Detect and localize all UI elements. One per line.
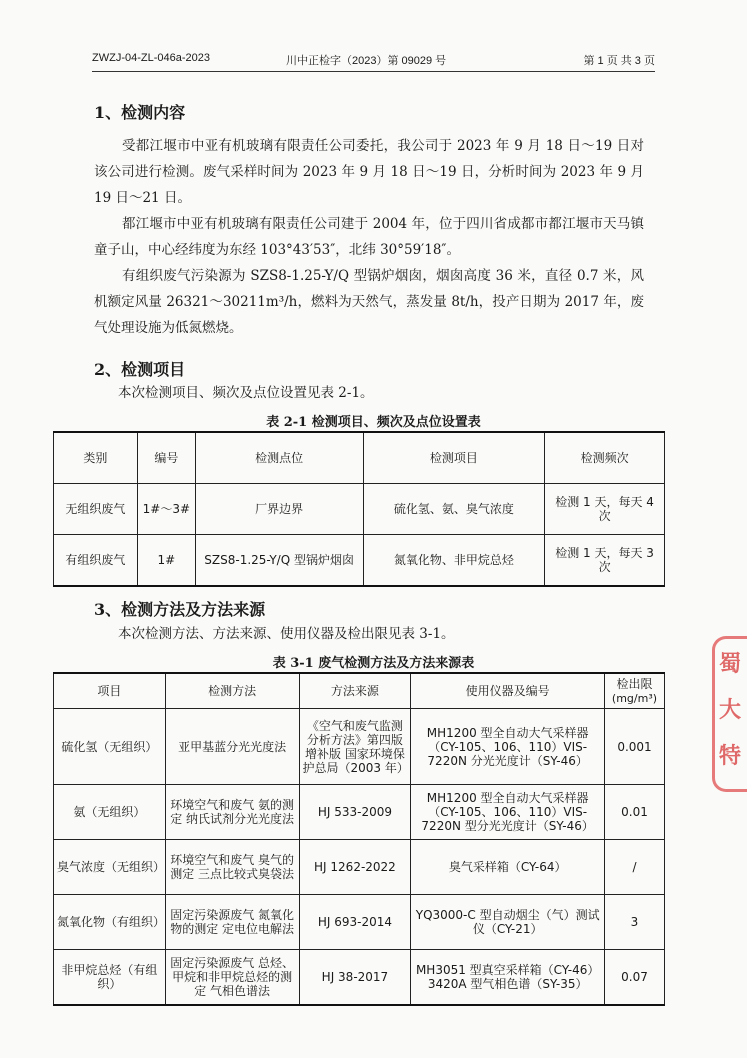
cell-method: 固定污染源废气 氮氧化物的测定 定电位电解法 — [165, 895, 299, 950]
table-3-1 — [53, 672, 665, 1006]
header-instrument: 使用仪器及编号 — [411, 673, 605, 709]
table-row — [54, 535, 665, 587]
section1-title: 1、检测内容 — [94, 103, 186, 122]
cell-item: 臭气浓度（无组织） — [54, 840, 166, 895]
cell-source: HJ 38-2017 — [299, 950, 411, 1005]
table-3-1-caption: 表 3-1 废气检测方法及方法来源表 — [272, 656, 475, 671]
cell-method: 环境空气和废气 臭气的测定 三点比较式臭袋法 — [165, 840, 299, 895]
table-row — [54, 785, 665, 840]
cell: 有组织废气 — [54, 535, 138, 587]
table-row — [54, 484, 665, 535]
cell-method: 固定污染源废气 总烃、甲烷和非甲烷总烃的测定 气相色谱法 — [165, 950, 299, 1005]
cell-instrument: MH1200 型全自动大气采样器（CY-105、106、110）VIS-7220N 型分光光度计（SY-46） — [411, 785, 605, 840]
table-row — [54, 709, 665, 785]
section3-intro: 本次检测方法、方法来源、使用仪器及检出限见表 3-1。 — [118, 626, 455, 642]
table-2-1 — [53, 431, 665, 587]
cell-source: HJ 693-2014 — [299, 895, 411, 950]
header-category: 类别 — [54, 432, 138, 484]
cell: 检测 1 天，每天 3 次 — [545, 535, 665, 587]
cell-limit: 0.001 — [604, 709, 664, 785]
cell-item: 非甲烷总烃（有组织） — [54, 950, 166, 1005]
section1-paragraph-1: 受都江堰市中亚有机玻璃有限责任公司委托，我公司于 2023 年 9 月 18 日～19 日对该公司进行检测。废气采样时间为 2023 年 9 月 18 日～19 日，分析时间为 2023 年 9 月 19 日～21 日。 — [94, 138, 644, 206]
cell-source: 《空气和废气监测分析方法》第四版增补版 国家环境保护总局（2003 年） — [299, 709, 411, 785]
cell: 硫化氢、氨、臭气浓度 — [363, 484, 545, 535]
cell: 无组织废气 — [54, 484, 138, 535]
report-number: 川中正检字（2023）第 09029 号 — [286, 55, 447, 67]
red-seal-stamp — [712, 636, 747, 792]
cell-method: 环境空气和废气 氨的测定 纳氏试剂分光光度法 — [165, 785, 299, 840]
cell-instrument: MH3051 型真空采样箱（CY-46）3420A 型气相色谱（SY-35） — [411, 950, 605, 1005]
cell: 1#～3# — [137, 484, 195, 535]
cell-method: 亚甲基蓝分光光度法 — [165, 709, 299, 785]
cell-limit: 0.01 — [604, 785, 664, 840]
cell-item: 氮氧化物（有组织） — [54, 895, 166, 950]
cell: 检测 1 天，每天 4 次 — [545, 484, 665, 535]
section2-title: 2、检测项目 — [94, 360, 186, 379]
cell-instrument: YQ3000-C 型自动烟尘（气）测试仪（CY-21） — [411, 895, 605, 950]
stamp-char: 大 — [719, 697, 742, 723]
section3-title: 3、检测方法及方法来源 — [94, 600, 266, 619]
section1-paragraph-3: 有组织废气污染源为 SZS8-1.25-Y/Q 型锅炉烟囱，烟囱高度 36 米，直径 0.7 米，风机额定风量 26321～30211m³/h，燃料为天然气，蒸发量 8t/h，投产日期为 2017 年，废气处理设施为低氮燃烧。 — [94, 268, 644, 336]
page-number: 第 1 页 共 3 页 — [583, 55, 655, 67]
document-code: ZWZJ-04-ZL-046a-2023 — [92, 52, 210, 64]
cell-limit: 3 — [604, 895, 664, 950]
cell: 1# — [137, 535, 195, 587]
header-frequency: 检测频次 — [545, 432, 665, 484]
cell-source: HJ 1262-2022 — [299, 840, 411, 895]
header-number: 编号 — [137, 432, 195, 484]
cell-instrument: 臭气采样箱（CY-64） — [411, 840, 605, 895]
cell-limit: / — [604, 840, 664, 895]
table-header-row — [54, 673, 665, 709]
stamp-char: 蜀 — [719, 651, 742, 677]
table-2-1-caption: 表 2-1 检测项目、频次及点位设置表 — [266, 415, 481, 430]
table-row — [54, 840, 665, 895]
header-divider — [92, 71, 655, 72]
cell-item: 硫化氢（无组织） — [54, 709, 166, 785]
cell: 氮氧化物、非甲烷总烃 — [363, 535, 545, 587]
header-location: 检测点位 — [195, 432, 363, 484]
cell-instrument: MH1200 型全自动大气采样器（CY-105、106、110）VIS-7220N 分光光度计（SY-46） — [411, 709, 605, 785]
header-source: 方法来源 — [299, 673, 411, 709]
header-limit-unit: (mg/m³) — [611, 691, 658, 705]
stamp-char: 特 — [719, 743, 742, 769]
header-method: 检测方法 — [165, 673, 299, 709]
cell-item: 氨（无组织） — [54, 785, 166, 840]
page-header — [92, 52, 655, 72]
section1-paragraph-2: 都江堰市中亚有机玻璃有限责任公司建于 2004 年，位于四川省成都市都江堰市天马镇童子山，中心经纬度为东经 103°43′53″，北纬 30°59′18″。 — [94, 216, 644, 258]
header-limit-label: 检出限 — [616, 676, 653, 691]
section2-intro: 本次检测项目、频次及点位设置见表 2-1。 — [118, 385, 374, 401]
cell-source: HJ 533-2009 — [299, 785, 411, 840]
cell-limit: 0.07 — [604, 950, 664, 1005]
cell: 厂界边界 — [195, 484, 363, 535]
header-limit — [604, 673, 664, 709]
header-items: 检测项目 — [363, 432, 545, 484]
table-row — [54, 950, 665, 1005]
cell: SZS8-1.25-Y/Q 型锅炉烟囱 — [195, 535, 363, 587]
table-header-row — [54, 432, 665, 484]
table-row — [54, 895, 665, 950]
header-item: 项目 — [54, 673, 166, 709]
